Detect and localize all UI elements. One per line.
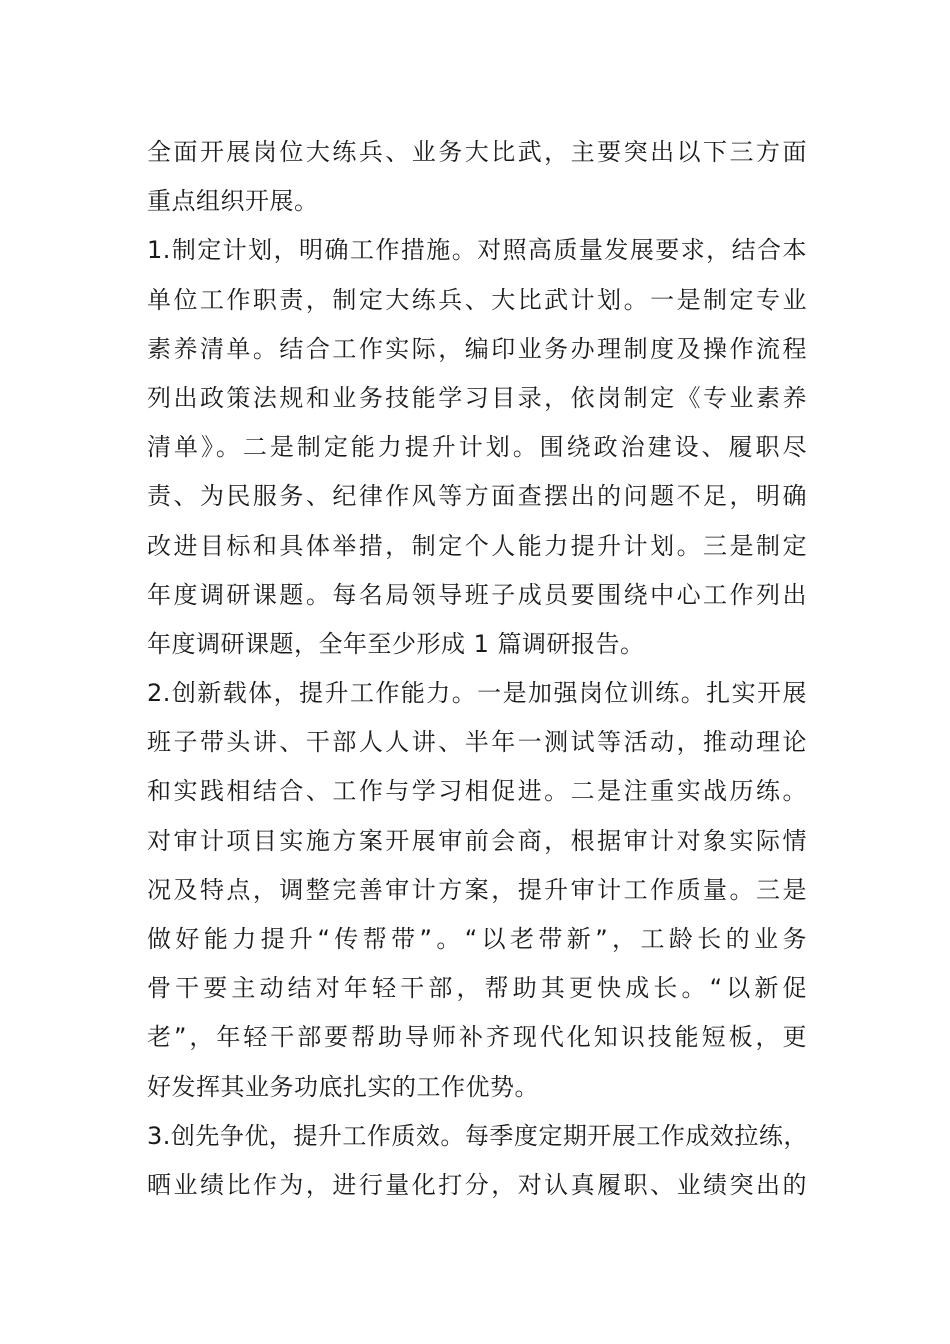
text-line: 素养清单。结合工作实际，编印业务办理制度及操作流程 [147,334,807,363]
text-line: 班子带头讲、干部人人讲、半年一测试等活动，推动理论 [147,728,807,757]
text-line: 年度调研课题。每名局领导班子成员要围绕中心工作列出 [147,580,807,609]
text-line: 3.创先争优，提升工作质效。每季度定期开展工作成效拉练， [147,1121,808,1150]
text-line: 骨干要主动结对年轻干部，帮助其更快成长。“以新促 [147,974,807,1003]
text-line: 晒业绩比作为，进行量化打分，对认真履职、业绩突出的 [147,1170,807,1199]
text-line: 况及特点，调整完善审计方案，提升审计工作质量。三是 [147,875,807,904]
text-line: 责、为民服务、纪律作风等方面查摆出的问题不足，明确 [147,482,807,511]
text-line: 列出政策法规和业务技能学习目录，依岗制定《专业素养 [147,383,807,412]
text-line: 全面开展岗位大练兵、业务大比武，主要突出以下三方面 [147,138,807,166]
text-line: 清单》。二是制定能力提升计划。围绕政治建设、履职尽 [147,433,807,462]
text-line: 2.创新载体，提升工作能力。一是加强岗位训练。扎实开展 [147,679,807,708]
document-body [147,128,807,1210]
text-line: 好发挥其业务功底扎实的工作优势。 [147,1072,539,1101]
text-line: 老”，年轻干部要帮助导师补齐现代化知识技能短板，更 [147,1023,807,1052]
text-line: 1.制定计划，明确工作措施。对照高质量发展要求，结合本 [147,236,807,265]
text-line: 单位工作职责，制定大练兵、大比武计划。一是制定专业 [147,285,807,314]
text-line: 改进目标和具体举措，制定个人能力提升计划。三是制定 [147,531,807,560]
text-line: 对审计项目实施方案开展审前会商，根据审计对象实际情 [147,826,807,855]
text-line: 年度调研课题，全年至少形成 1 篇调研报告。 [147,629,645,658]
text-line: 和实践相结合、工作与学习相促进。二是注重实战历练。 [147,777,807,806]
text-line: 做好能力提升“传帮带”。“以老带新”，工龄长的业务 [147,925,807,953]
text-line: 重点组织开展。 [147,187,319,216]
